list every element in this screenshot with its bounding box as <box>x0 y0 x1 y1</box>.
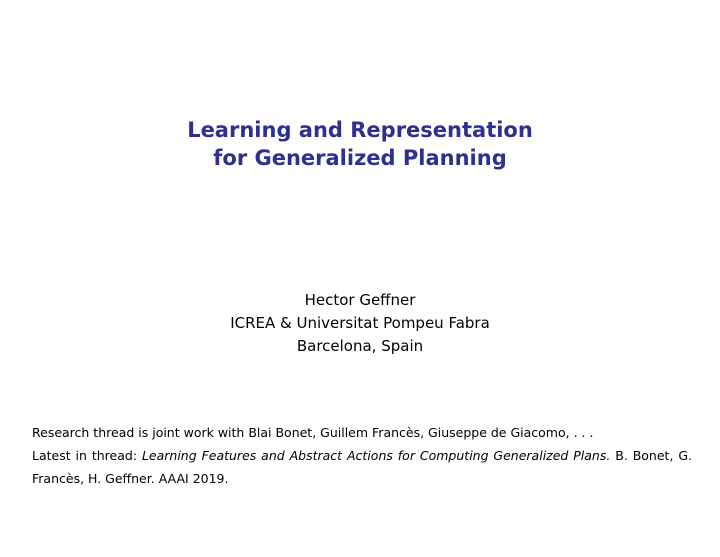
latest-suffix: B. Bonet, G. Francès, H. Geffner. AAAI 2019. <box>32 448 692 486</box>
title-line-1: Learning and Representation <box>187 118 533 142</box>
credits <box>32 421 692 490</box>
joint-work-note: Research thread is joint work with Blai Bonet, Guillem Francès, Giuseppe de Giacomo, . . . <box>32 425 594 440</box>
author-block <box>0 289 720 358</box>
author-location: Barcelona, Spain <box>296 337 424 355</box>
latest-prefix: Latest in thread: <box>32 448 142 463</box>
latest-reference <box>32 444 692 490</box>
title-line-2: for Generalized Planning <box>213 146 507 170</box>
slide-title <box>0 116 720 172</box>
latest-paper-title: Learning Features and Abstract Actions for Computing Generalized Plans. <box>141 448 611 463</box>
author-name: Hector Geffner <box>304 291 416 309</box>
author-affiliation: ICREA & Universitat Pompeu Fabra <box>230 314 490 332</box>
